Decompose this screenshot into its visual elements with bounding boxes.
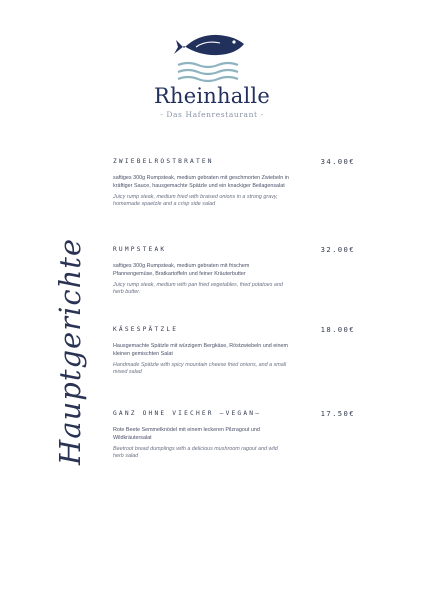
menu-item	[113, 326, 355, 377]
dish-description-en: Juicy rump steak, medium fried with braised onions in a strong gravy, homemade spaetzle and a crisp side salad	[113, 193, 278, 208]
dish-price: 17.50€	[320, 409, 355, 418]
dish-name: ZWIEBELROSTBRATEN	[113, 158, 214, 165]
dish-description-de: saftiges 300g Rumpsteak, medium gebraten mit geschmorten Zwiebeln in kräftiger Sauce, hausgemachte Spätzle und ein knackiger Beilagensalat	[113, 175, 289, 189]
dish-description-de: Rote Beete Semmelknödel mit einem leckeren Pilzragout und Wildkräutersalat	[113, 427, 260, 441]
restaurant-tagline: - Das Hafenrestaurant -	[160, 110, 264, 119]
dish-description-de: saftiges 300g Rumpsteak, medium gebraten mit frischem Pfannengemüse, Bratkartoffeln und feiner Kräuterbutter	[113, 263, 250, 277]
menu-item	[113, 158, 355, 209]
dish-price: 34.00€	[320, 157, 355, 166]
dish-price: 18.00€	[320, 325, 355, 334]
logo	[0, 0, 424, 130]
dish-description-en: Handmade Spätzle with spicy mountain cheese fried onions, and a small mixed salad	[113, 361, 287, 376]
dish-description-en: Beetroot bread dumplings with a delicious mushroom ragout and wild herb salad	[113, 445, 278, 460]
dish-name: GANZ OHNE VIECHER –VEGAN–	[113, 410, 262, 417]
menu-item	[113, 246, 355, 297]
section-title: Hauptgerichte	[53, 237, 87, 465]
dish-name: KÄSESPÄTZLE	[113, 326, 179, 333]
restaurant-name: Rheinhalle	[154, 84, 270, 108]
dish-description-en: Juicy rump steak, medium with pan fried vegetables, fried potatoes and herb butter.	[113, 281, 283, 296]
dish-name: RUMPSTEAK	[113, 246, 167, 253]
dish-description-de: Hausgemachte Spätzle mit würzigem Bergkäse, Röstzwiebeln und einem kleinen gemischten Salat	[113, 343, 288, 357]
menu-item	[113, 410, 355, 461]
dish-price: 32.00€	[320, 245, 355, 254]
fish-icon	[168, 28, 252, 86]
